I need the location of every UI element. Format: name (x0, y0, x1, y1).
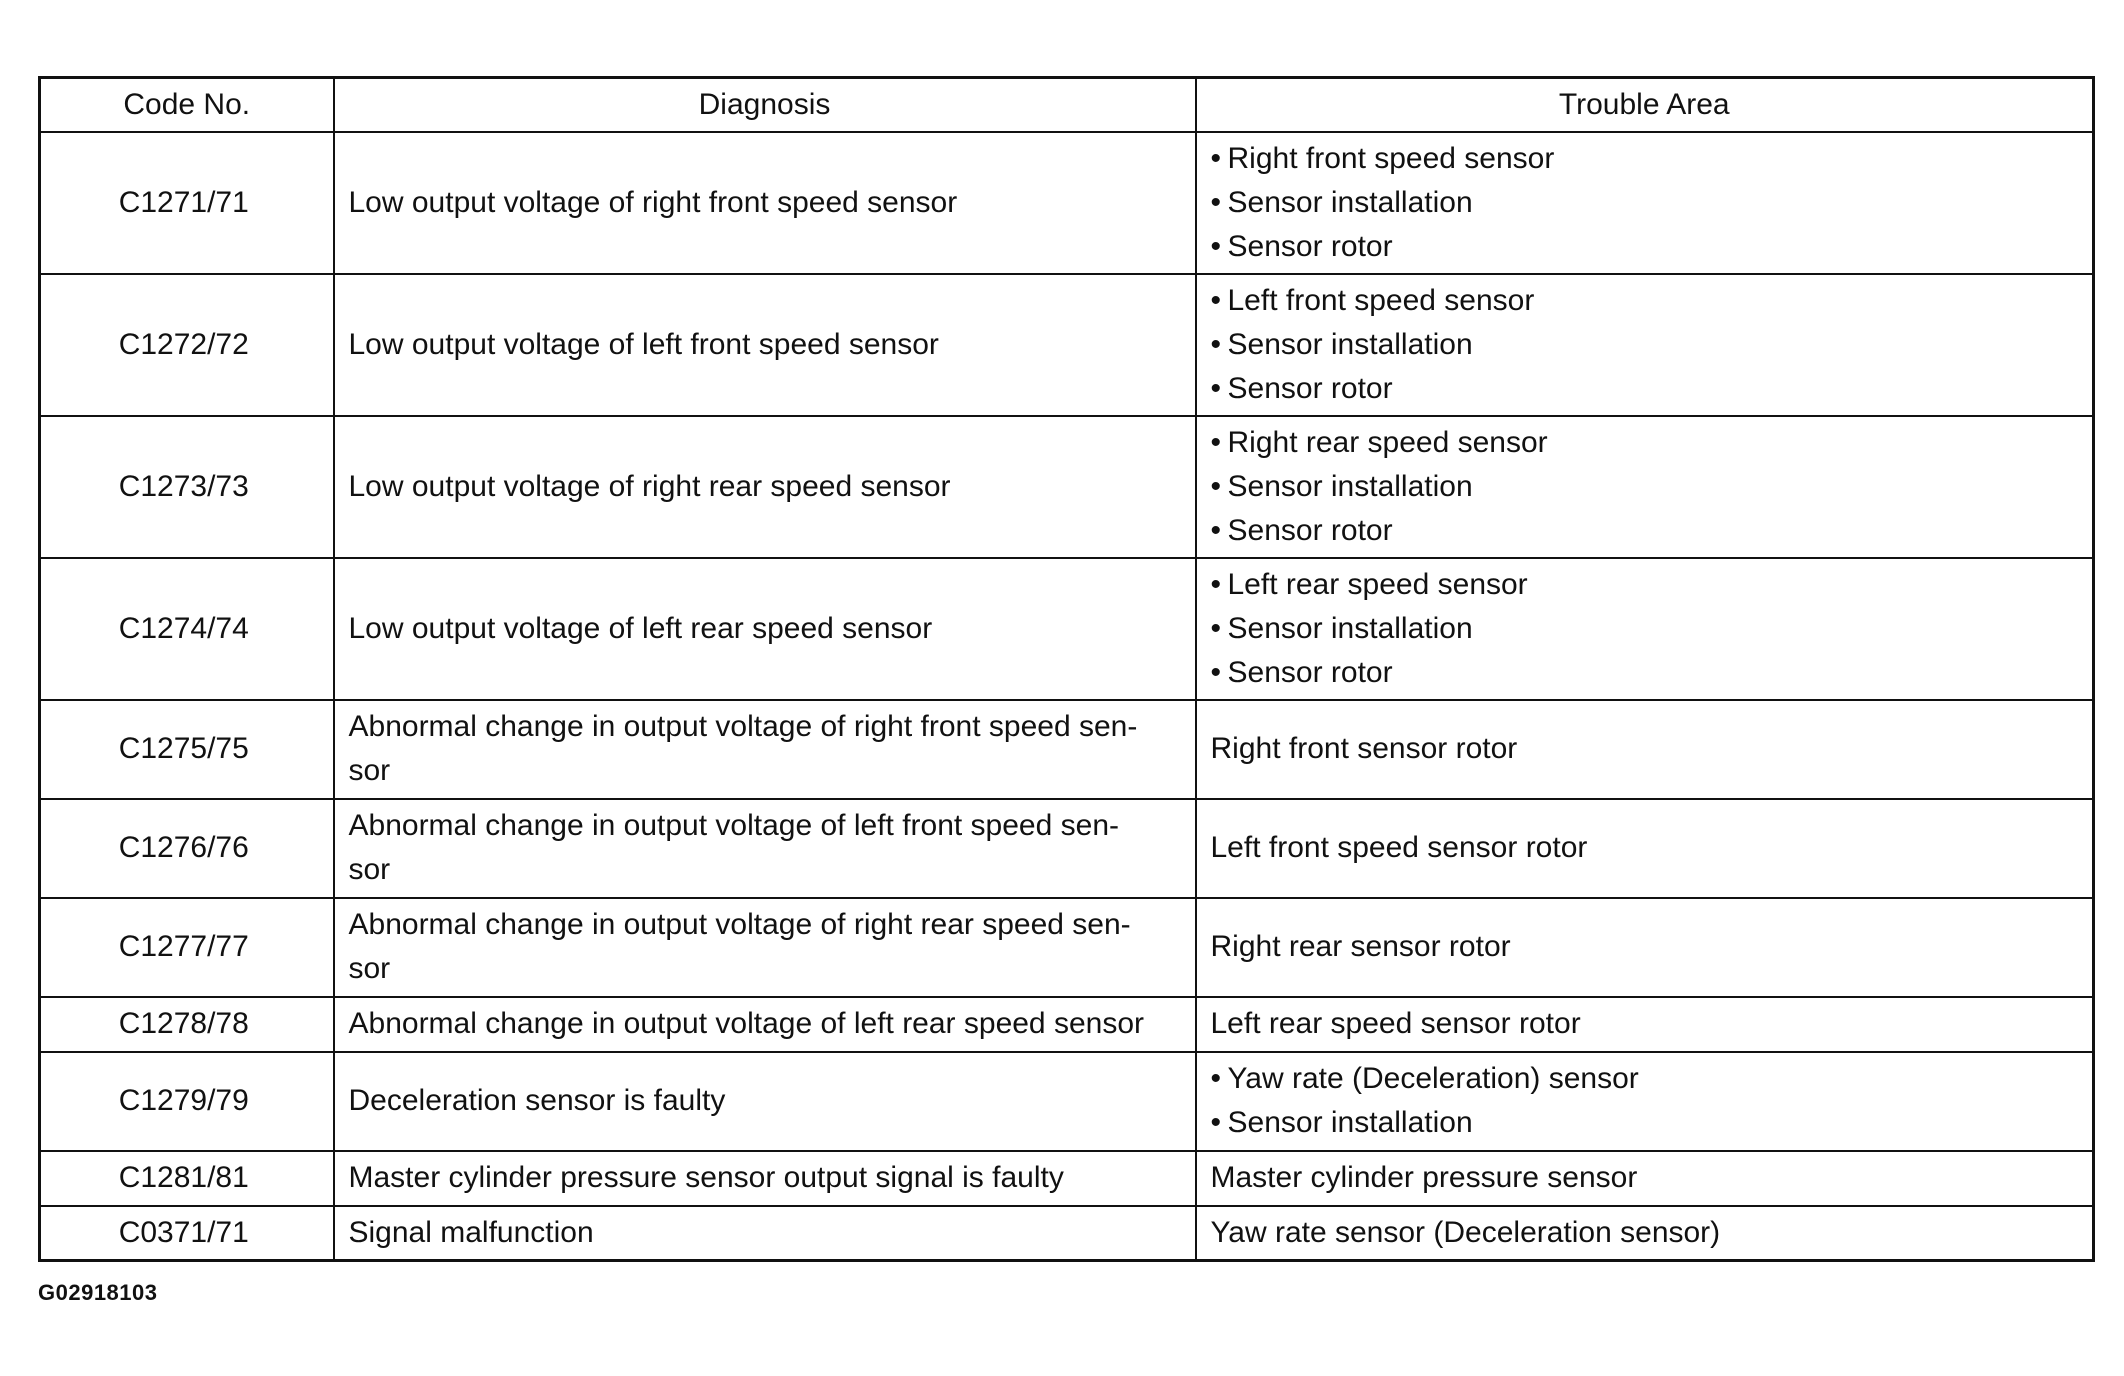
diagnosis-cell: Master cylinder pressure sensor output signal is faulty (334, 1151, 1196, 1206)
trouble-area-item: • Left rear speed sensor (1211, 563, 2079, 607)
trouble-area-item: • Sensor rotor (1211, 651, 2079, 695)
trouble-area-item: • Sensor installation (1211, 1101, 2079, 1145)
header-diagnosis: Diagnosis (334, 78, 1196, 132)
trouble-area-cell (1196, 274, 2094, 416)
table-row (40, 898, 2094, 997)
trouble-area-cell: Left rear speed sensor rotor (1196, 997, 2094, 1052)
bullet-icon: • (1210, 611, 1222, 645)
trouble-area-list (1211, 279, 2079, 411)
trouble-area-list (1211, 137, 2079, 269)
trouble-area-item: • Sensor rotor (1211, 225, 2079, 269)
bullet-icon: • (1210, 425, 1222, 459)
trouble-area-item: • Left front speed sensor (1211, 279, 2079, 323)
code-cell: C1277/77 (40, 898, 334, 997)
trouble-area-item: • Right rear speed sensor (1211, 421, 2079, 465)
code-cell: C1281/81 (40, 1151, 334, 1206)
bullet-icon: • (1210, 229, 1222, 263)
diagnosis-cell: Low output voltage of right rear speed sensor (334, 416, 1196, 558)
diagnosis-cell: Abnormal change in output voltage of right rear speed sen- sor (334, 898, 1196, 997)
diagnostic-code-table (38, 76, 2095, 1262)
bullet-icon: • (1210, 371, 1222, 405)
trouble-area-cell: Right rear sensor rotor (1196, 898, 2094, 997)
trouble-area-cell (1196, 558, 2094, 700)
trouble-area-item: • Yaw rate (Deceleration) sensor (1211, 1057, 2079, 1101)
trouble-area-item: • Sensor rotor (1211, 509, 2079, 553)
bullet-icon: • (1210, 469, 1222, 503)
code-cell: C1276/76 (40, 799, 334, 898)
figure-id-label: G02918103 (38, 1280, 158, 1305)
code-cell: C1271/71 (40, 132, 334, 274)
bullet-icon: • (1210, 1106, 1222, 1139)
diagnosis-cell: Abnormal change in output voltage of left front speed sen- sor (334, 799, 1196, 898)
bullet-icon: • (1210, 513, 1222, 547)
bullet-icon: • (1210, 141, 1222, 175)
trouble-area-cell (1196, 416, 2094, 558)
table-row (40, 700, 2094, 799)
diagnosis-cell: Signal malfunction (334, 1206, 1196, 1261)
trouble-area-cell: Left front speed sensor rotor (1196, 799, 2094, 898)
trouble-area-item: • Sensor rotor (1211, 367, 2079, 411)
code-cell: C1272/72 (40, 274, 334, 416)
code-cell: C1275/75 (40, 700, 334, 799)
table-row (40, 132, 2094, 274)
diagnosis-cell: Low output voltage of left rear speed sensor (334, 558, 1196, 700)
diagnosis-cell: Low output voltage of right front speed sensor (334, 132, 1196, 274)
trouble-area-item: • Sensor installation (1211, 323, 2079, 367)
bullet-icon: • (1210, 1062, 1222, 1095)
trouble-area-item: • Sensor installation (1211, 607, 2079, 651)
bullet-icon: • (1210, 567, 1222, 601)
diagnosis-cell: Deceleration sensor is faulty (334, 1052, 1196, 1151)
bullet-icon: • (1210, 655, 1222, 689)
trouble-area-cell (1196, 1052, 2094, 1151)
trouble-area-list (1211, 421, 2079, 553)
diagnosis-cell: Abnormal change in output voltage of right front speed sen- sor (334, 700, 1196, 799)
table-row (40, 1151, 2094, 1206)
bullet-icon: • (1210, 327, 1222, 361)
diagnosis-cell: Abnormal change in output voltage of left rear speed sensor (334, 997, 1196, 1052)
trouble-area-cell: Yaw rate sensor (Deceleration sensor) (1196, 1206, 2094, 1261)
diagnosis-cell: Low output voltage of left front speed sensor (334, 274, 1196, 416)
trouble-area-item: • Right front speed sensor (1211, 137, 2079, 181)
code-cell: C1273/73 (40, 416, 334, 558)
trouble-area-cell (1196, 132, 2094, 274)
table-row (40, 1206, 2094, 1261)
table-row (40, 799, 2094, 898)
trouble-area-list (1211, 1057, 2079, 1145)
table-row (40, 274, 2094, 416)
code-cell: C1279/79 (40, 1052, 334, 1151)
code-cell: C0371/71 (40, 1206, 334, 1261)
table-row (40, 1052, 2094, 1151)
header-code-no: Code No. (40, 78, 334, 132)
table-row (40, 997, 2094, 1052)
trouble-area-list (1211, 563, 2079, 695)
bullet-icon: • (1210, 185, 1222, 219)
trouble-area-cell: Right front sensor rotor (1196, 700, 2094, 799)
code-cell: C1274/74 (40, 558, 334, 700)
code-cell: C1278/78 (40, 997, 334, 1052)
trouble-area-item: • Sensor installation (1211, 465, 2079, 509)
header-trouble-area: Trouble Area (1196, 78, 2094, 132)
table-row (40, 416, 2094, 558)
trouble-area-cell: Master cylinder pressure sensor (1196, 1151, 2094, 1206)
header-row (40, 78, 2094, 132)
table-row (40, 558, 2094, 700)
bullet-icon: • (1210, 283, 1222, 317)
trouble-area-item: • Sensor installation (1211, 181, 2079, 225)
